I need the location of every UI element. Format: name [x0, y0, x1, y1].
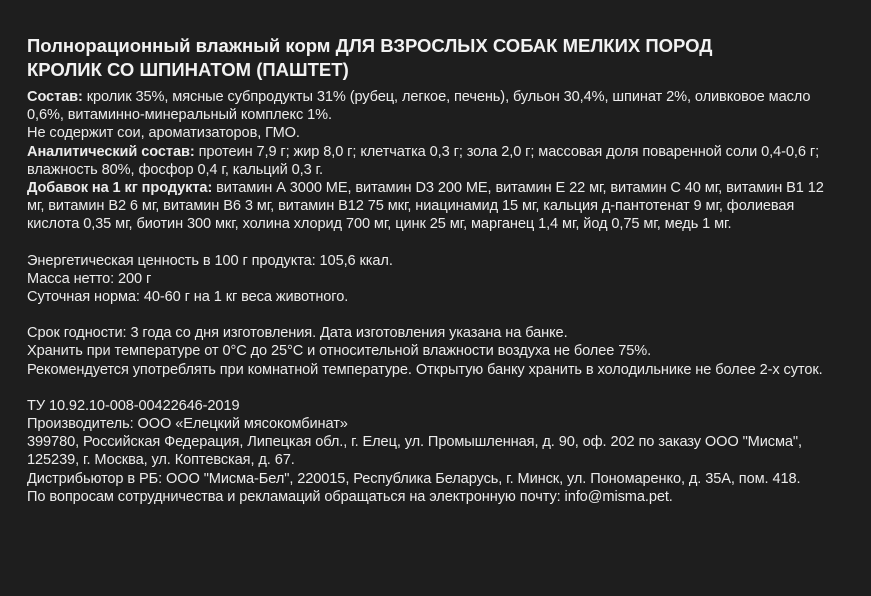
serving-recommendation: Рекомендуется употреблять при комнатной температуре. Открытую банку хранить в холодильнике не более 2-х суток.: [27, 361, 823, 378]
title-audience: ДЛЯ ВЗРОСЛЫХ СОБАК МЕЛКИХ ПОРОД: [335, 35, 713, 56]
no-soy-note: Не содержит сои, ароматизаторов, ГМО.: [27, 125, 300, 142]
product-description: [27, 88, 845, 506]
composition-paragraph: [27, 88, 845, 124]
manufacturer: Производитель: ООО «Елецкий мясокомбинат»: [27, 416, 348, 433]
net-mass: Масса нетто: 200 г: [27, 270, 152, 287]
analytical-paragraph: [27, 143, 845, 179]
product-title: [27, 34, 845, 82]
title-flavor: КРОЛИК СО ШПИНАТОМ (ПАШТЕТ): [27, 59, 349, 80]
additives-paragraph: [27, 179, 845, 234]
manufacturer-address: 399780, Российская Федерация, Липецкая обл., г. Елец, ул. Промышленная, д. 90, оф. 202 по заказу ООО "Мисма", 125239, г. Москва, ул. Коптевская, д. 67.: [27, 434, 802, 469]
composition-label: Состав:: [27, 89, 83, 105]
daily-norm: Суточная норма: 40-60 г на 1 кг веса животного.: [27, 289, 349, 306]
contact-email: По вопросам сотрудничества и рекламаций обращаться на электронную почту: info@misma.pet.: [27, 488, 673, 505]
analytical-text: протеин 7,9 г; жир 8,0 г; клетчатка 0,3 г; зола 2,0 г; массовая доля поваренной соли 0,4-0,6 г; влажность 80%, фосфор 0,4 г, кальций 0,3 г.: [27, 143, 820, 178]
tech-spec: ТУ 10.92.10-008-00422646-2019: [27, 397, 240, 414]
title-prefix: Полнорационный влажный корм: [27, 35, 336, 56]
shelf-life: Срок годности: 3 года со дня изготовления. Дата изготовления указана на банке.: [27, 325, 568, 342]
analytical-label: Аналитический состав:: [27, 143, 195, 160]
additives-text: витамин А 3000 МЕ, витамин D3 200 МЕ, витамин Е 22 мг, витамин С 40 мг, витамин В1 12 мг, витамин В2 6 мг, витамин В6 3 мг, витамин В12 75 мкг, ниацинамид 15 мг, кальция д-пантотенат 9 мг, фолиевая кислота 0,35 мг, биотин 300 мкг, холина хлорид 700 мг, цинк 25 мг, марганец 1,4 мг, йод 0,75 мг, медь 1 мг.: [27, 180, 824, 233]
storage-conditions: Хранить при температуре от 0°С до 25°С и относительной влажности воздуха не более 75%.: [27, 343, 652, 360]
additives-label: Добавок на 1 кг продукта:: [27, 180, 213, 197]
energy-value: Энергетическая ценность в 100 г продукта: 105,6 ккал.: [27, 252, 393, 269]
distributor: Дистрибьютор в РБ: ООО "Мисма-Бел", 220015, Республика Беларусь, г. Минск, ул. Пономаренко, д. 35А, пом. 418.: [27, 470, 801, 487]
composition-text: кролик 35%, мясные субпродукты 31% (рубец, легкое, печень), бульон 30,4%, шпинат 2%, оливковое масло 0,6%, витаминно-минеральный комплекс 1%.: [27, 89, 811, 124]
